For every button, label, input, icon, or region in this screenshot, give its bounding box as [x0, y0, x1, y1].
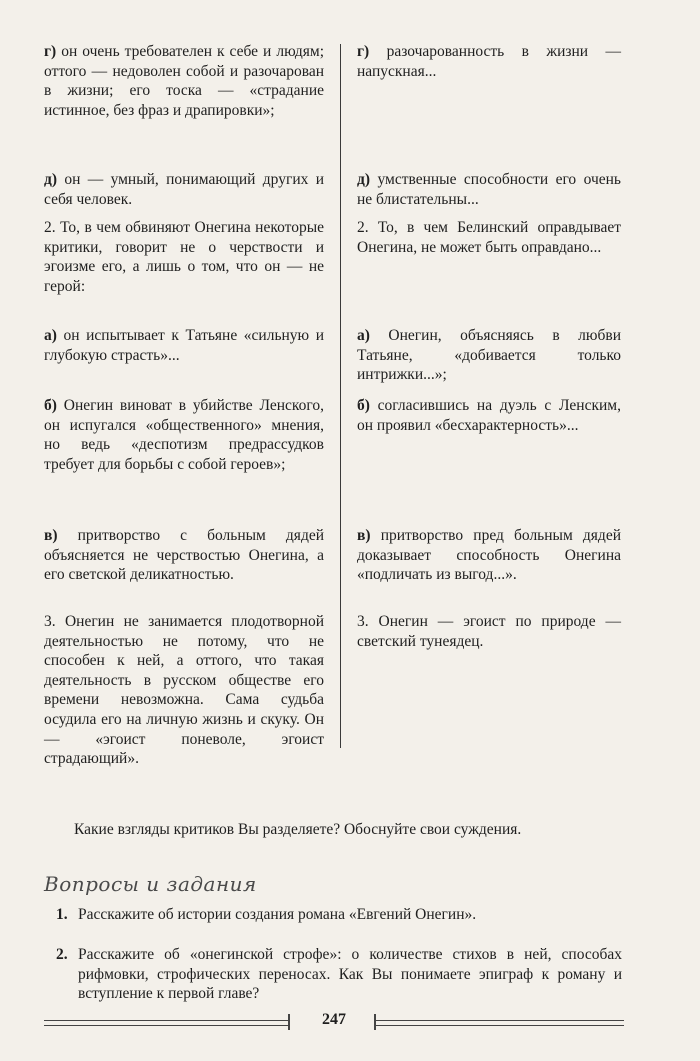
task-item [44, 905, 622, 925]
left-paragraph-2: 2. То, в чем обвиняют Онегина некоторые критики, говорит не о черствости и эгоизме его, а лишь о том, что он — не герой: [44, 219, 324, 295]
right-paragraph-d: д) умственные способности его очень не блистательны... [357, 171, 621, 208]
task-text: Расскажите об «онегинской строфе»: о количестве стихов в ней, способах рифмовки, строфических переносах. Как Вы понимаете эпиграф к роману и вступление к первой главе? [78, 946, 622, 1003]
task-text: Расскажите об истории создания романа «Евгений Онегин». [78, 906, 477, 923]
right-paragraph-a: а) Онегин, объясняясь в любви Татьяне, «добивается только интрижки...»; [357, 327, 621, 384]
task-number: 2. [56, 946, 68, 963]
right-paragraph-v: в) притворство пред больным дядей доказывает способность Онегина «подличать из выгод...». [357, 527, 621, 584]
section-heading: Вопросы и задания [44, 872, 257, 896]
left-paragraph-v: в) притворство с больным дядей объясняется не черствостью Онегина, а его светской деликатностью. [44, 527, 324, 584]
right-paragraph-3: 3. Онегин — эгоист по природе — светский тунеядец. [357, 613, 621, 650]
footer-rule-left-end [288, 1014, 290, 1030]
left-paragraph-d: д) он — умный, понимающий других и себя человек. [44, 171, 325, 208]
footer-rule-right [374, 1020, 624, 1026]
left-paragraph-b: б) Онегин виноват в убийстве Ленского, он испугался «общественного» мнения, но ведь «деспотизм предрассудков требует для борьбы с собой героев»; [44, 397, 325, 473]
page-footer [44, 1010, 624, 1034]
left-paragraph-3: 3. Онегин не занимается плодотворной деятельностью не потому, что не способен к ней, а оттого, что такая деятельность в русском обществе его времени невозможна. Сама судьба осудила его на личную жизнь и скуку. Он — «эгоист поневоле, эгоист страдающий». [44, 613, 325, 768]
task-number: 1. [56, 906, 68, 923]
task-item [44, 945, 622, 1004]
column-divider [340, 44, 341, 748]
right-paragraph-2: 2. То, в чем Белинский оправдывает Онегина, не может быть оправдано... [357, 219, 622, 256]
question-text: Какие взгляды критиков Вы разделяете? Обоснуйте свои суждения. [74, 821, 522, 838]
right-paragraph-g: г) разочарованность в жизни — напускная... [357, 43, 621, 80]
left-paragraph-g: г) он очень требователен к себе и людям; оттого — недоволен собой и разочарован в жизни; его тоска — «страдание истинное, без фраз и драпировки»; [44, 43, 325, 119]
left-paragraph-a: а) он испытывает к Татьяне «сильную и глубокую страсть»... [44, 327, 325, 364]
page-number: 247 [322, 1011, 346, 1028]
footer-rule-left [44, 1020, 290, 1026]
right-paragraph-b: б) согласившись на дуэль с Ленским, он проявил «бесхарактерность»... [357, 397, 621, 434]
